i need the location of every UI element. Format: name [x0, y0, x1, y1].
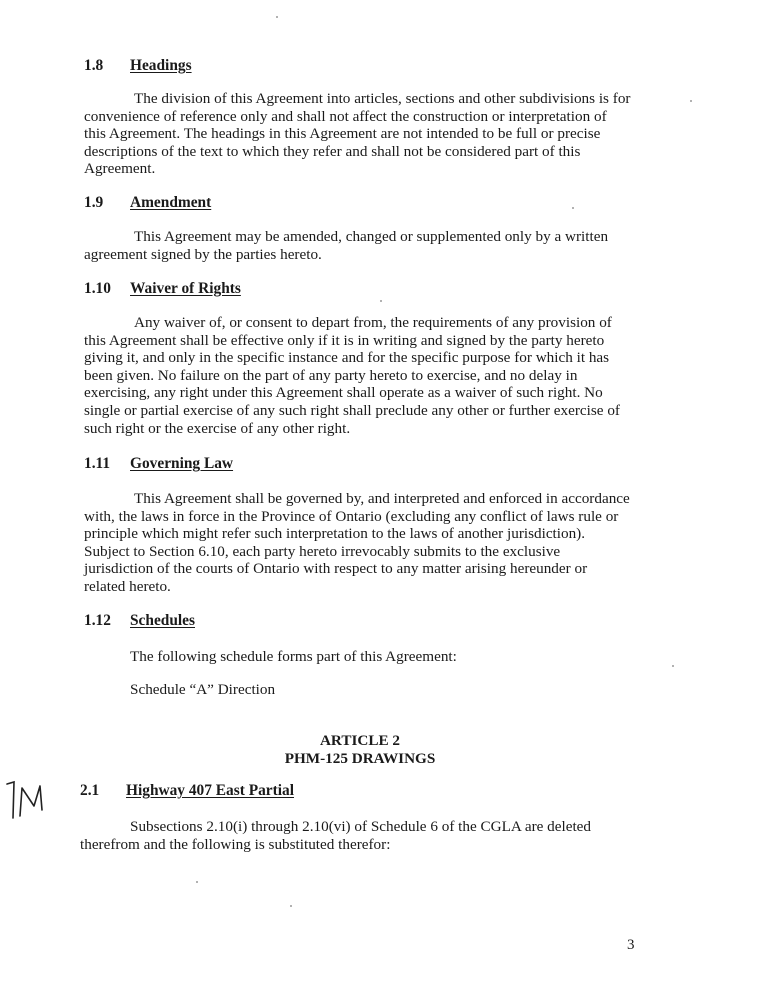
section-number: 1.9: [84, 194, 104, 211]
scan-speck: [690, 100, 692, 102]
section-heading-1-9: [84, 194, 684, 212]
section-number: 1.12: [84, 612, 111, 629]
section-title: Waiver of Rights: [130, 280, 241, 297]
section-heading-1-8: [84, 57, 684, 75]
section-title: Amendment: [130, 194, 212, 211]
scan-speck: [672, 665, 674, 667]
section-paragraph-1-8: [84, 90, 662, 178]
paragraph-line: principle which might refer such interpretation to the laws of another jurisdiction).: [84, 525, 586, 543]
paragraph-line: Agreement.: [84, 160, 156, 178]
paragraph-line: therefrom and the following is substituted therefor:: [80, 835, 391, 853]
article-title: PHM-125 DRAWINGS: [284, 750, 436, 767]
paragraph-line: This Agreement shall be governed by, and interpreted and enforced in accordance: [134, 490, 630, 507]
scan-speck: [276, 16, 278, 18]
section-number: 2.1: [80, 782, 100, 799]
paragraph-line: The division of this Agreement into articles, sections and other subdivisions is for: [134, 90, 631, 107]
scan-speck: [380, 300, 382, 302]
section-heading-1-10: [84, 280, 684, 298]
paragraph-line: such right or the exercise of any other right.: [84, 419, 351, 437]
section-title: Governing Law: [130, 455, 234, 472]
page-number: 3: [627, 937, 635, 953]
section-paragraph-2-1: [80, 818, 658, 853]
section-paragraph-1-10: [84, 314, 662, 437]
paragraph-line: single or partial exercise of any such right shall preclude any other or further exercise of: [84, 401, 620, 419]
article-label: ARTICLE 2: [319, 732, 401, 749]
paragraph-line: exercising, any right under this Agreement shall operate as a waiver of such right. No: [84, 384, 603, 402]
scan-speck: [290, 905, 292, 907]
section-number: 1.11: [84, 455, 111, 472]
section-number: 1.8: [84, 57, 104, 74]
section-heading-1-12: [84, 612, 684, 630]
paragraph-line: been given. No failure on the part of any party hereto to exercise, and no delay in: [84, 366, 578, 384]
paragraph-line: convenience of reference only and shall not affect the construction or interpretation of: [84, 107, 607, 125]
paragraph-line: agreement signed by the parties hereto.: [84, 245, 322, 263]
paragraph-line: this Agreement shall be effective only if it is in writing and signed by the party hereto: [84, 331, 605, 349]
schedule-a-item: Schedule “A” Direction: [130, 681, 276, 698]
section-heading-1-11: [84, 455, 684, 473]
paragraph-line: descriptions of the text to which they refer and shall not be considered part of this: [84, 142, 581, 160]
schedules-intro: The following schedule forms part of this Agreement:: [130, 648, 457, 665]
section-title: Schedules: [130, 612, 195, 629]
paragraph-line: with, the laws in force in the Province of Ontario (excluding any conflict of laws rule or: [84, 507, 619, 525]
section-title: Highway 407 East Partial: [126, 782, 295, 799]
section-paragraph-1-9: [84, 228, 662, 263]
paragraph-line: Subject to Section 6.10, each party hereto irrevocably submits to the exclusive: [84, 542, 561, 560]
paragraph-line: jurisdiction of the courts of Ontario with respect to any matter arising hereunder or: [84, 560, 588, 578]
scan-speck: [196, 881, 198, 883]
scan-speck: [572, 207, 574, 209]
paragraph-line: Any waiver of, or consent to depart from, the requirements of any provision of: [134, 314, 612, 331]
section-heading-2-1: [80, 782, 680, 800]
paragraph-line: this Agreement. The headings in this Agreement are not intended to be full or precise: [84, 125, 601, 143]
paragraph-line: giving it, and only in the specific instance and for the specific purpose for which it has: [84, 349, 610, 367]
paragraph-line: This Agreement may be amended, changed or supplemented only by a written: [134, 228, 609, 245]
handwritten-initials-mark: [4, 780, 48, 822]
section-title: Headings: [130, 57, 192, 74]
paragraph-line: related hereto.: [84, 577, 171, 595]
section-paragraph-1-11: [84, 490, 662, 596]
paragraph-line: Subsections 2.10(i) through 2.10(vi) of Schedule 6 of the CGLA are deleted: [130, 818, 592, 835]
section-number: 1.10: [84, 280, 111, 297]
